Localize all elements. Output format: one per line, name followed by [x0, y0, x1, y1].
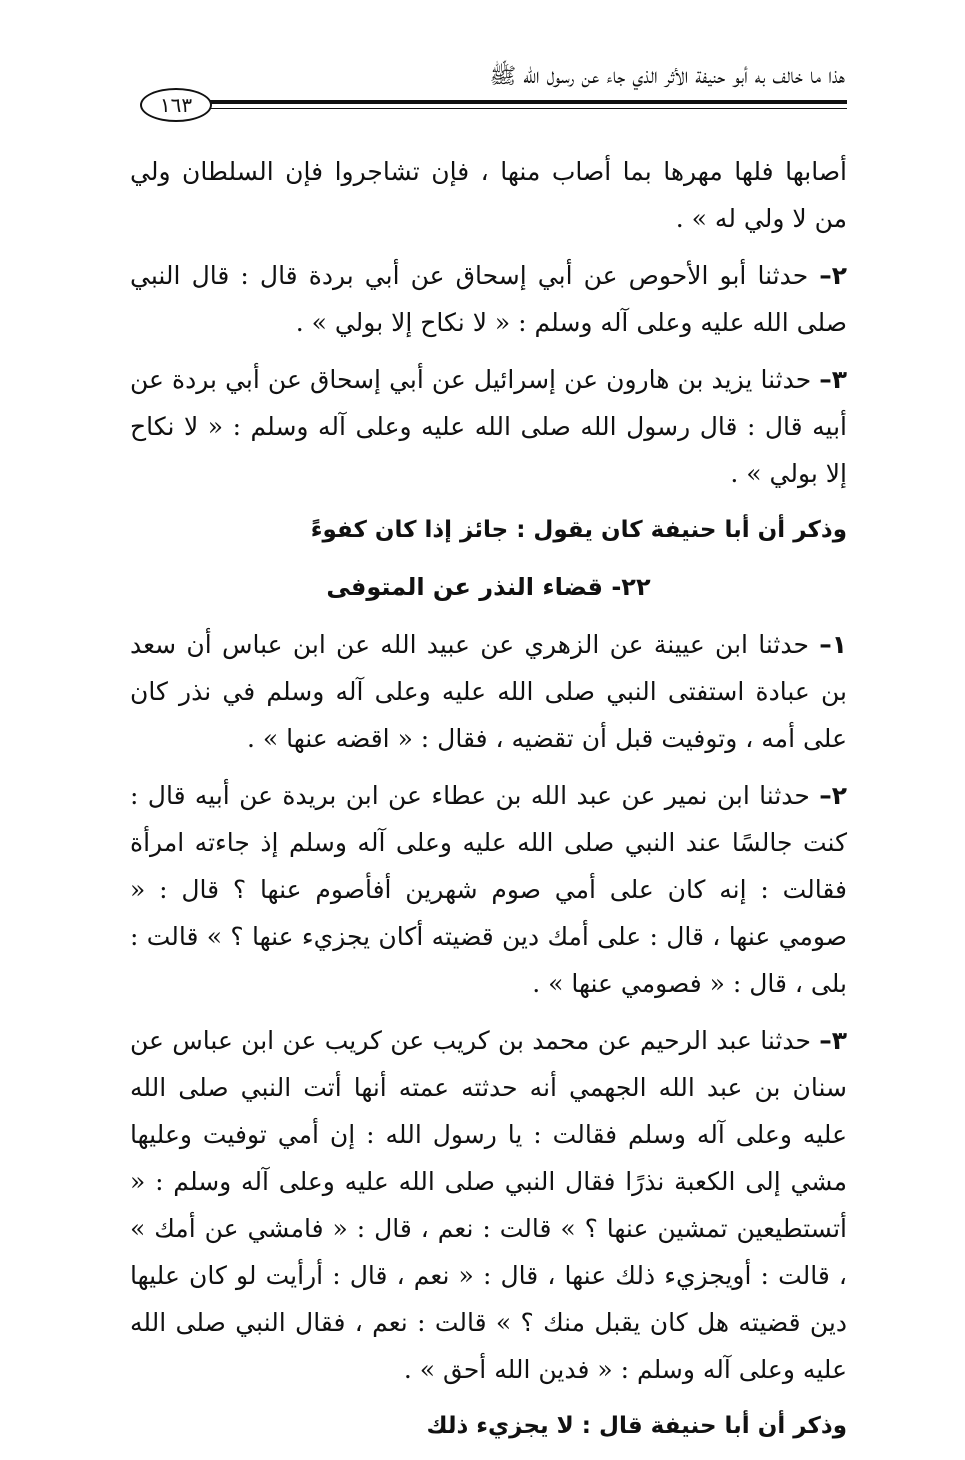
hadith-text: حدثنا يزيد بن هارون عن إسرائيل عن أبي إسحاق عن أبي بردة عن أبيه قال : قال رسول الله صلى الله عليه وعلى آله وسلم : « لا نكاح إلا بولي » . [130, 365, 847, 488]
header-rule [210, 100, 847, 104]
hadith-paragraph [130, 356, 847, 497]
hadith-number: ١– [819, 630, 847, 659]
hadith-text: حدثنا ابن عيينة عن الزهري عن عبيد الله عن ابن عباس أن سعد بن عبادة استفتى النبي صلى الله عليه وعلى آله وسلم في نذر كان على أمه ، وتوفيت قبل أن تقضيه ، فقال : « اقضه عنها » . [130, 630, 847, 753]
hadith-text: حدثنا ابن نمير عن عبد الله بن عطاء عن ابن بريدة عن أبيه قال : كنت جالسًا عند النبي صلى الله عليه وعلى آله وسلم إذ جاءته امرأة فقالت : إنه كان على أمي صوم شهرين أفأصوم عنها ؟ قال : « صومي عنها ، قال : على أمك دين قضيته أكان يجزيء عنها ؟ » قالت : بلى ، قال : « فصومي عنها » . [130, 781, 847, 998]
ruling-note: وذكر أن أبا حنيفة كان يقول : جائز إذا كان كفوءً [310, 517, 847, 543]
page-body [130, 148, 847, 1460]
hadith-number: ٣– [819, 1026, 847, 1055]
hadith-text: حدثنا عبد الرحيم عن محمد بن كريب عن كريب عن ابن عباس عن سنان بن عبد الله الجهمي أنه حدثته عمته أنها أتت النبي صلى الله عليه وعلى آله وسلم فقالت : يا رسول الله : إن أمي توفيت وعليها مشي إلى الكعبة نذرًا فقال النبي صلى الله عليه وعلى آله وسلم : « أتستطيعين تمشين عنها ؟ » قالت : نعم ، قال : « فامشي عن أمك » ، قالت : أويجزيء ذلك عنها ، قال : « نعم ، قال : أرأيت لو كان عليها دين قضيته هل كان يقبل منك ؟ » قالت : نعم ، فقال النبي صلى الله عليه وعلى آله وسلم : « فدين الله أحق » . [130, 1026, 847, 1384]
hadith-number: ٢– [819, 781, 847, 810]
section-heading: ٢٢- قضاء النذر عن المتوفى [326, 573, 651, 601]
hadith-paragraph [130, 252, 847, 346]
hadith-paragraph [130, 772, 847, 1007]
hadith-number: ٢– [819, 261, 847, 290]
hadith-paragraph [130, 621, 847, 762]
ruling-note: وذكر أن أبا حنيفة قال : لا يجزيء ذلك [426, 1413, 847, 1439]
running-title: هذا ما خالف به أبو حنيفة الأثر الذي جاء عن رسول الله ﷺ [489, 64, 845, 89]
page-number: ١٦٣ [140, 88, 212, 122]
hadith-text: حدثنا أبو الأحوص عن أبي إسحاق عن أبي بردة قال : قال النبي صلى الله عليه وعلى آله وسلم : « لا نكاح إلا بولي » . [130, 261, 847, 337]
continuation-paragraph: أصابها فلها مهرها بما أصاب منها ، فإن تشاجروا فإن السلطان ولي من لا ولي له » . [130, 157, 847, 233]
hadith-number: ٣– [819, 365, 848, 394]
hadith-paragraph [130, 1017, 847, 1393]
header-rule-thin [210, 108, 847, 109]
